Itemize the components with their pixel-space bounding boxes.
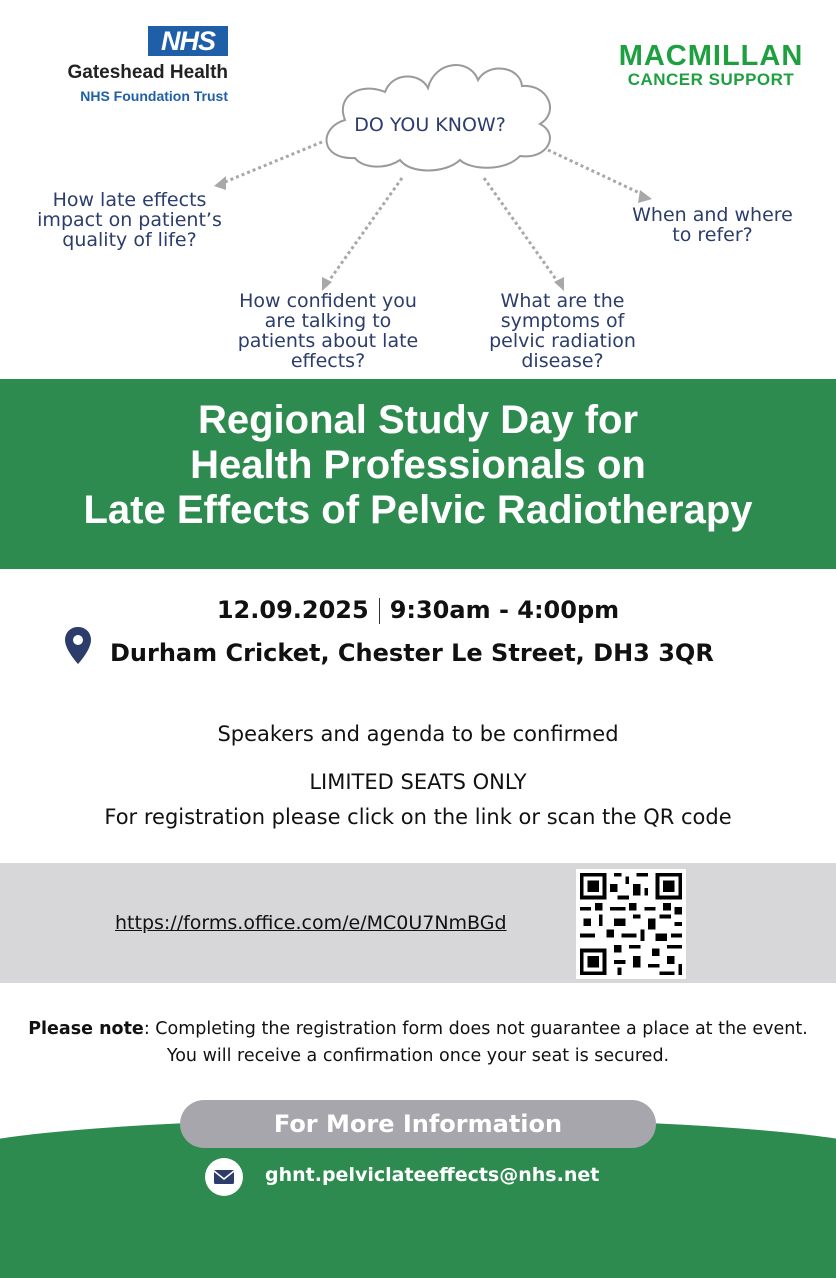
arrowhead-1 bbox=[214, 176, 226, 190]
limited-seats-text: LIMITED SEATS ONLY bbox=[309, 770, 527, 794]
connector-line-3 bbox=[326, 178, 402, 285]
registration-link[interactable]: https://forms.office.com/e/MC0U7NmBGd bbox=[115, 912, 507, 934]
question-quality-of-life: How late effects impact on patient’s quality of life? bbox=[37, 189, 222, 251]
question-confidence: How confident you are talking to patients about late effects? bbox=[237, 290, 419, 372]
arrowhead-3 bbox=[322, 277, 332, 291]
contact-email[interactable]: ghnt.pelviclateeffects@nhs.net bbox=[265, 1164, 600, 1186]
envelope-icon bbox=[205, 1158, 243, 1196]
title-line-2: Health Professionals on bbox=[190, 443, 646, 487]
event-venue: Durham Cricket, Chester Le Street, DH3 3QR bbox=[110, 639, 714, 667]
connector-line-4 bbox=[484, 178, 560, 285]
location-pin-icon bbox=[64, 626, 92, 666]
macmillan-logo: MACMILLAN bbox=[618, 40, 804, 72]
connector-line-2 bbox=[548, 150, 646, 196]
title-line-3: Late Effects of Pelvic Radiotherapy bbox=[83, 488, 753, 532]
arrowhead-2 bbox=[638, 190, 652, 203]
note-line-1: : Completing the registration form does not guarantee a place at the event. bbox=[143, 1019, 808, 1039]
arrowhead-4 bbox=[554, 277, 564, 291]
question-when-to-refer: When and where to refer? bbox=[632, 204, 793, 246]
event-time: 9:30am - 4:00pm bbox=[389, 596, 620, 624]
event-title bbox=[0, 398, 836, 533]
date-time-line bbox=[0, 596, 836, 624]
note-label: Please note bbox=[28, 1019, 144, 1039]
macmillan-tagline: CANCER SUPPORT bbox=[627, 70, 795, 89]
date-separator bbox=[379, 598, 380, 624]
more-information-button[interactable]: For More Information bbox=[180, 1100, 656, 1148]
question-symptoms: What are the symptoms of pelvic radiation disease? bbox=[489, 290, 636, 372]
nhs-trust-name: NHS Foundation Trust bbox=[80, 88, 228, 104]
speakers-text: Speakers and agenda to be confirmed bbox=[217, 722, 619, 746]
title-line-1: Regional Study Day for bbox=[197, 398, 639, 442]
email-icon bbox=[205, 1158, 243, 1196]
connector-line-1 bbox=[220, 142, 322, 184]
event-date: 12.09.2025 bbox=[216, 596, 369, 624]
nhs-logo: NHS bbox=[148, 26, 228, 56]
note-line-2: You will receive a confirmation once your seat is secured. bbox=[166, 1046, 670, 1066]
mindmap-center-label: DO YOU KNOW? bbox=[354, 114, 506, 136]
registration-note bbox=[0, 1016, 836, 1070]
qr-code-icon[interactable] bbox=[576, 869, 686, 979]
nhs-org-name: Gateshead Health bbox=[67, 62, 228, 83]
registration-instructions: For registration please click on the link or scan the QR code bbox=[104, 805, 732, 829]
